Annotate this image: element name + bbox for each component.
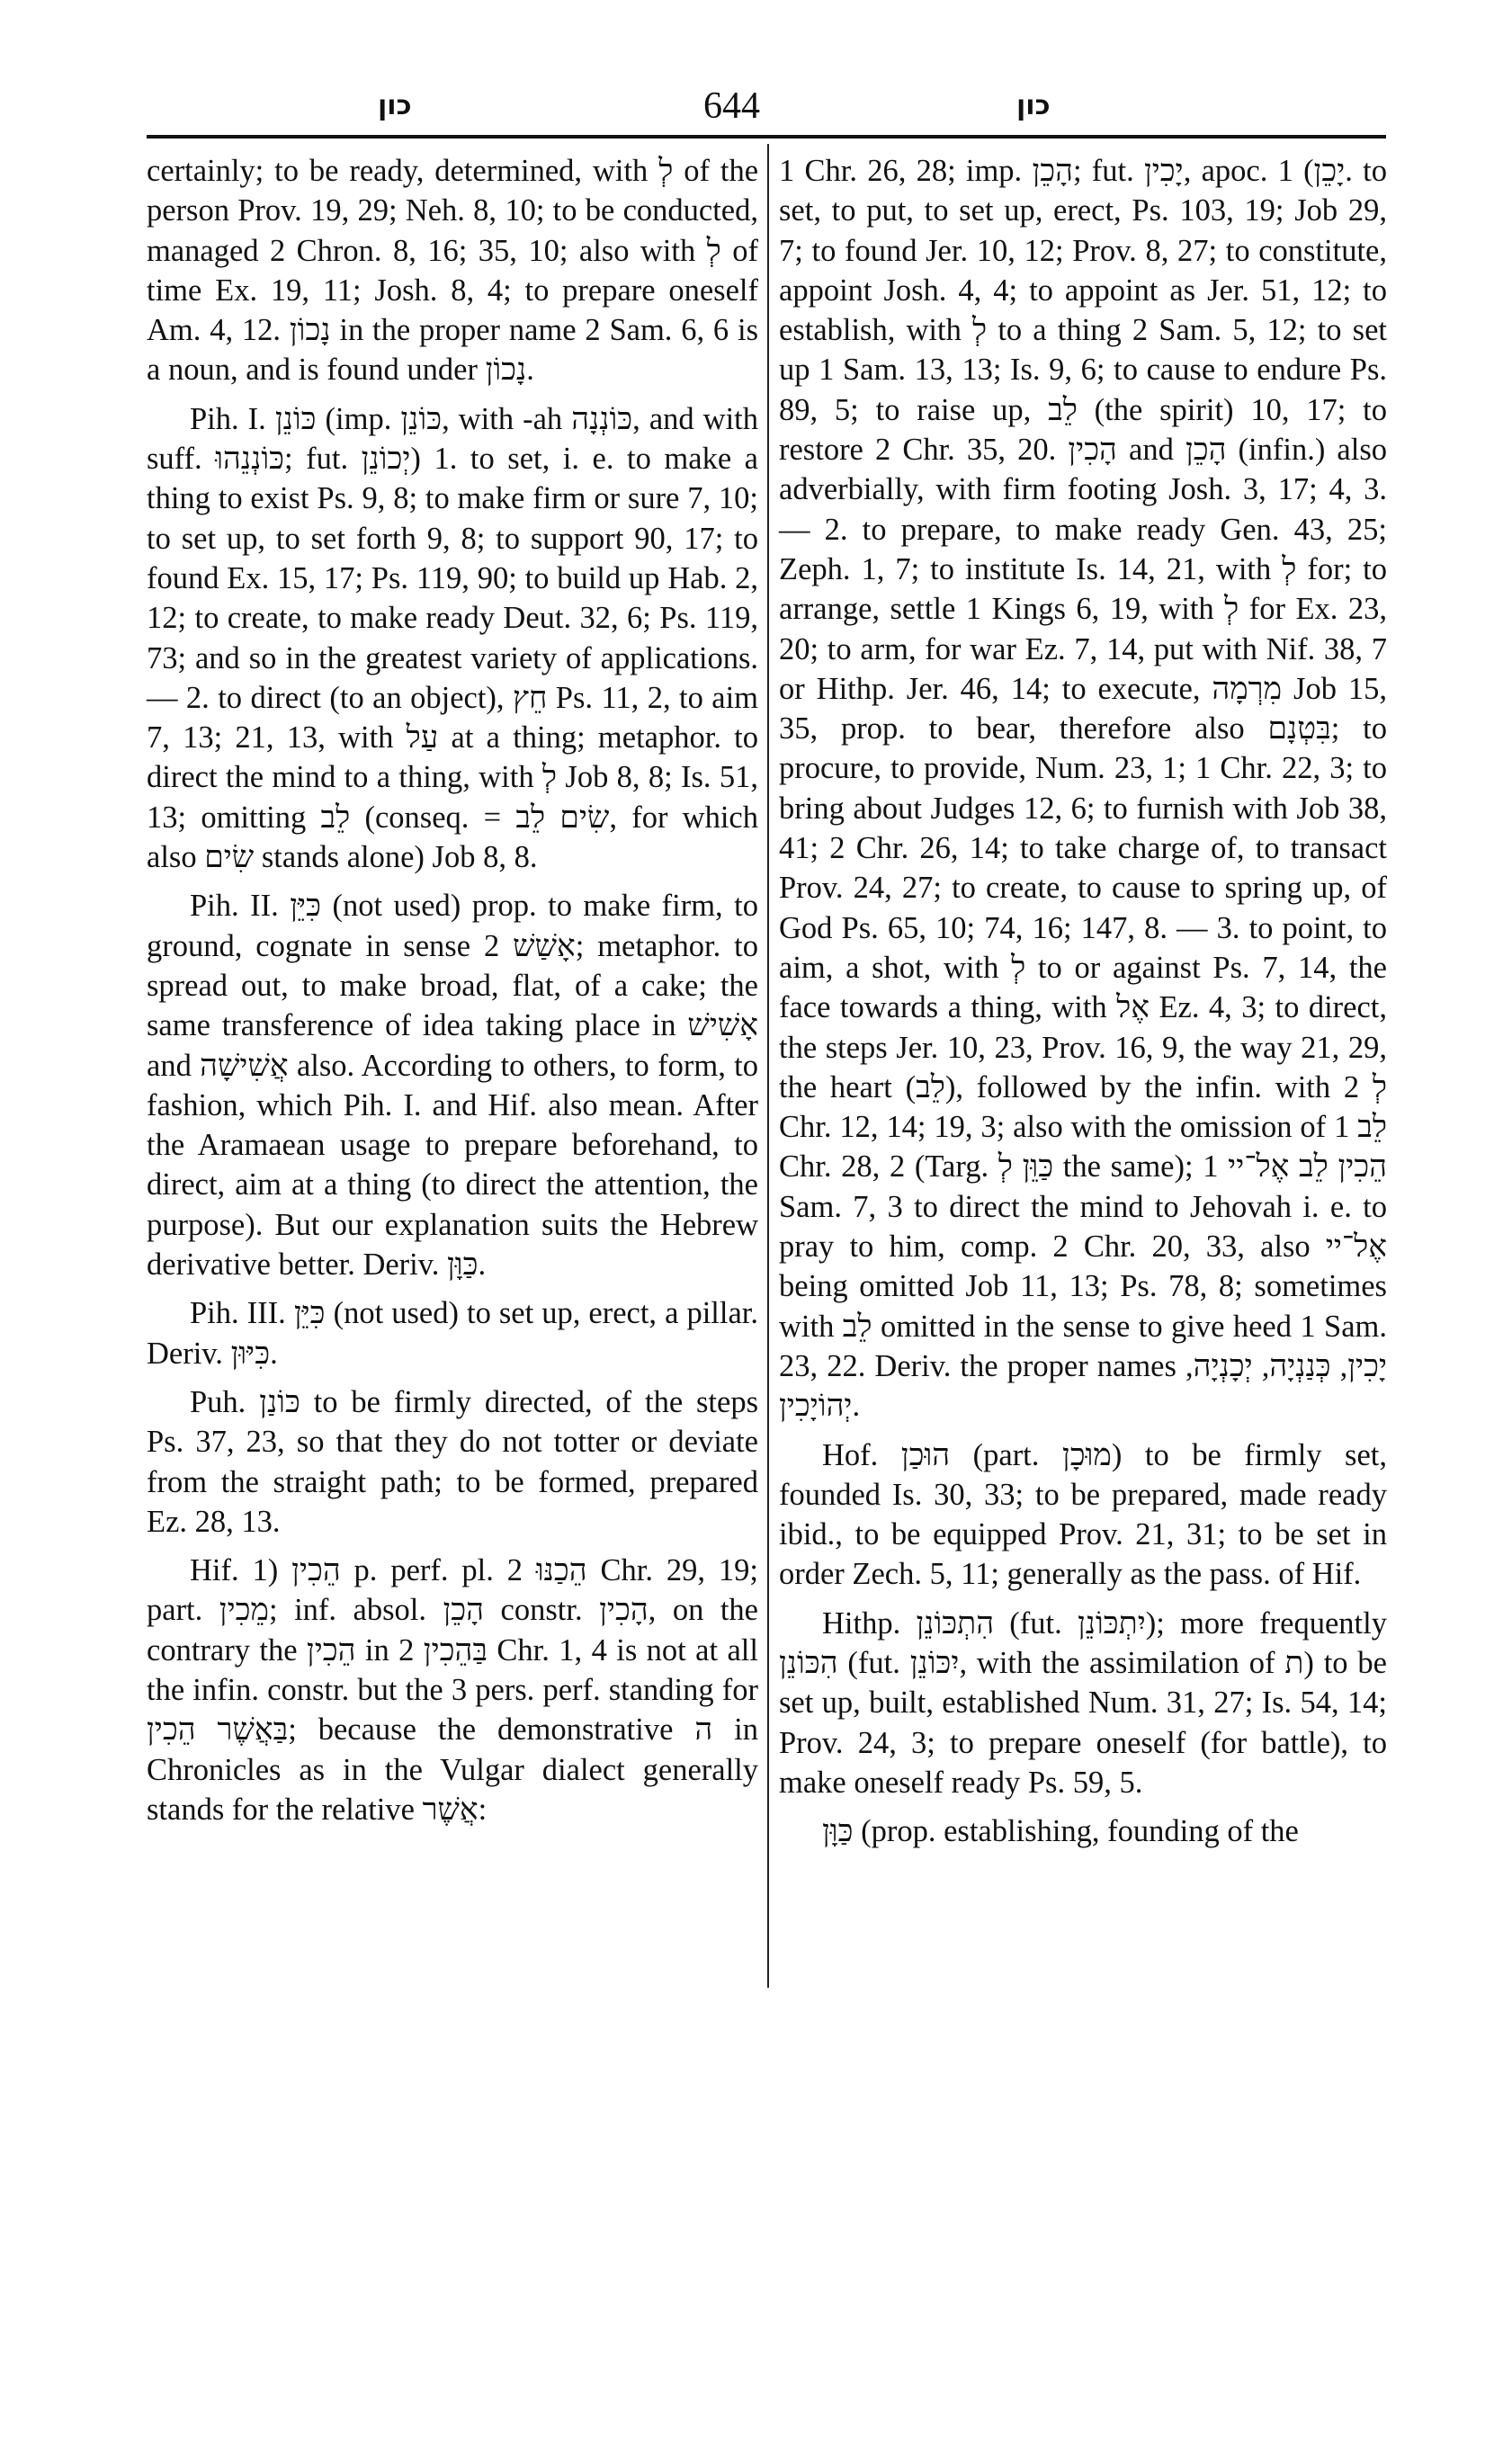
right-column [779, 151, 1387, 1851]
left-column [147, 151, 758, 1829]
header-rule [147, 135, 1386, 139]
running-head-left: כון [378, 90, 412, 121]
entry-continuation: certainly; to be ready, determined, with לְ of the person Prov. 19, 29; Neh. 8, 10; to be conducted, managed 2 Chron. 8, 16; 35, 10; also with לְ of time Ex. 19, 11; Josh. 8, 4; to prepare oneself Am. 4, 12. נָכוֹן in the proper name 2 Sam. 6, 6 is a noun, and is found under נָכוֹן. [147, 154, 759, 388]
entry-pual: Puh. כּוֹנַן to be firmly directed, of the steps Ps. 37, 23, so that they do not totter or deviate from the straight path; to be formed, prepared Ez. 28, 13. [147, 1384, 758, 1539]
entry-piel-2: Pih. II. כִּיֵּן (not used) prop. to make firm, to ground, cognate in sense אָשַׁשׁ 2; metaphor. to spread out, to make broad, flat, of a cake; the same transference of idea taking place in אָשִׁישׁ and אֲשִׁישָׁה also. According to others, to form, to fashion, which Pih. I. and Hif. also mean. After the Aramaean usage to prepare beforehand, to direct, aim at a thing (to direct the attention, the purpose). But our explanation suits the Hebrew derivative better. Deriv. כַּוָּן. [147, 889, 759, 1283]
entry-piel-3: Pih. III. כִּיֵּן (not used) to set up, erect, a pillar. Deriv. כִּיּוּן. [147, 1296, 758, 1371]
running-head-right: כון [1016, 90, 1051, 121]
entry-hiphil: Hif. הֵכִין (1 p. perf. pl. הֵכַנּוּ 2 Chr. 29, 19; part. מֵכִין; inf. absol. הָכֵן constr. הָכִין, on the contrary the הֵכִין in בַּהֵכִין 2 Chr. 1, 4 is not at all the infin. constr. but the 3 pers. perf. standing for בַּאֲשֶׁר הֵכִין; because the demonstrative ה in Chronicles as in the Vulgar dialect generally stands for the relative אֲשֶׁר: [147, 1553, 759, 1827]
entry-kawwan: כַּוָּן (prop. establishing, founding of the [822, 1814, 1299, 1849]
entry-piel-1: Pih. I. כּוֹנֵן (imp. כּוֹנֵן, with -ah כּוֹנְנָה, and with suff. כּוֹנְנֵהוּ; fut. יְכוֹנֵן) 1. to set, i. e. to make a thing to exist Ps. 9, 8; to make firm or sure 7, 10; to set up, to set forth 9, 8; to support 90, 17; to found Ex. 15, 17; Ps. 119, 90; to build up Hab. 2, 12; to create, to make ready Deut. 32, 6; Ps. 119, 73; and so in the greatest variety of applications. — 2. to direct (to an object), חֵץ Ps. 11, 2, to aim 7, 13; 21, 13, with עַל at a thing; metaphor. to direct the mind to a thing, with לְ Job 8, 8; Is. 51, 13; omitting לֵב (conseq. = שִׂים לֵב, for which also שִׂים stands alone) Job 8, 8. [147, 401, 759, 875]
page-number: 644 [703, 85, 760, 127]
entry-hithpael: Hithp. הִתְכּוֹנֵן (fut. יִתְכּוֹנֵן); more frequently הִכּוֹנֵן (fut. יִכּוֹנֵן, with the assimilation of ת) to be set up, built, established Num. 31, 27; Is. 54, 14; Prov. 24, 3; to prepare oneself (for battle), to make oneself ready Ps. 59, 5. [779, 1605, 1387, 1800]
entry-hophal: Hof. הוּכַן (part. מוּכָן) to be firmly set, founded Is. 30, 33; to be prepared, made ready ibid., to be equipped Prov. 21, 31; to be set in order Zech. 5, 11; generally as the pass. of Hif. [779, 1437, 1387, 1592]
entry-hiphil-continued: 1 Chr. 26, 28; imp. הָכֵן; fut. יָכִין, apoc. יָכֵן) 1. to set, to put, to set up, erect, Ps. 103, 19; Job 29, 7; to found Jer. 10, 12; Prov. 8, 27; to constitute, appoint Josh. 4, 4; to appoint as Jer. 51, 12; to establish, with לְ to a thing 2 Sam. 5, 12; to set up 1 Sam. 13, 13; Is. 9, 6; to cause to endure Ps. 89, 5; to raise up, לֵב (the spirit) 10, 17; to restore 2 Chr. 35, 20. הָכִין and הָכֵן (infin.) also adverbially, with firm footing Josh. 3, 17; 4, 3. — 2. to prepare, to make ready Gen. 43, 25; Zeph. 1, 7; to institute Is. 14, 21, with לְ for; to arrange, settle 1 Kings 6, 19, with לְ for Ex. 23, 20; to arm, for war Ez. 7, 14, put with Nif. 38, 7 or Hithp. Jer. 46, 14; to execute, מִרְמָה Job 15, 35, prop. to bear, therefore also בִּטְנָם; to procure, to provide, Num. 23, 1; 1 Chr. 22, 3; to bring about Judges 12, 6; to furnish with Job 38, 41; 2 Chr. 26, 14; to take charge of, to transact Prov. 24, 27; to create, to cause to spring up, of God Ps. 65, 10; 74, 16; 147, 8. — 3. to point, to aim, a shot, with לְ to or against Ps. 7, 14, the face towards a thing, with אֶל Ez. 4, 3; to direct, the steps Jer. 10, 23, Prov. 16, 9, the way 21, 29, the heart (לֵב), followed by the infin. with לְ 2 Chr. 12, 14; 19, 3; also with the omission of לֵב 1 Chr. 28, 2 (Targ. כַּוֵּן לְ the same); הֵכִין לֵב אֶל־יי 1 Sam. 7, 3 to direct the mind to Jehovah i. e. to pray to him, comp. 2 Chr. 20, 33, also אֶל־יי being omitted Job 11, 13; Ps. 78, 8; sometimes with לֵב omitted in the sense to give heed 1 Sam. 23, 22. Deriv. the proper names יָכִין, כְּנַנְיָה, יְכָנְיָה, יְהוֹיָכִין. [779, 154, 1388, 1424]
column-divider [767, 144, 769, 1988]
